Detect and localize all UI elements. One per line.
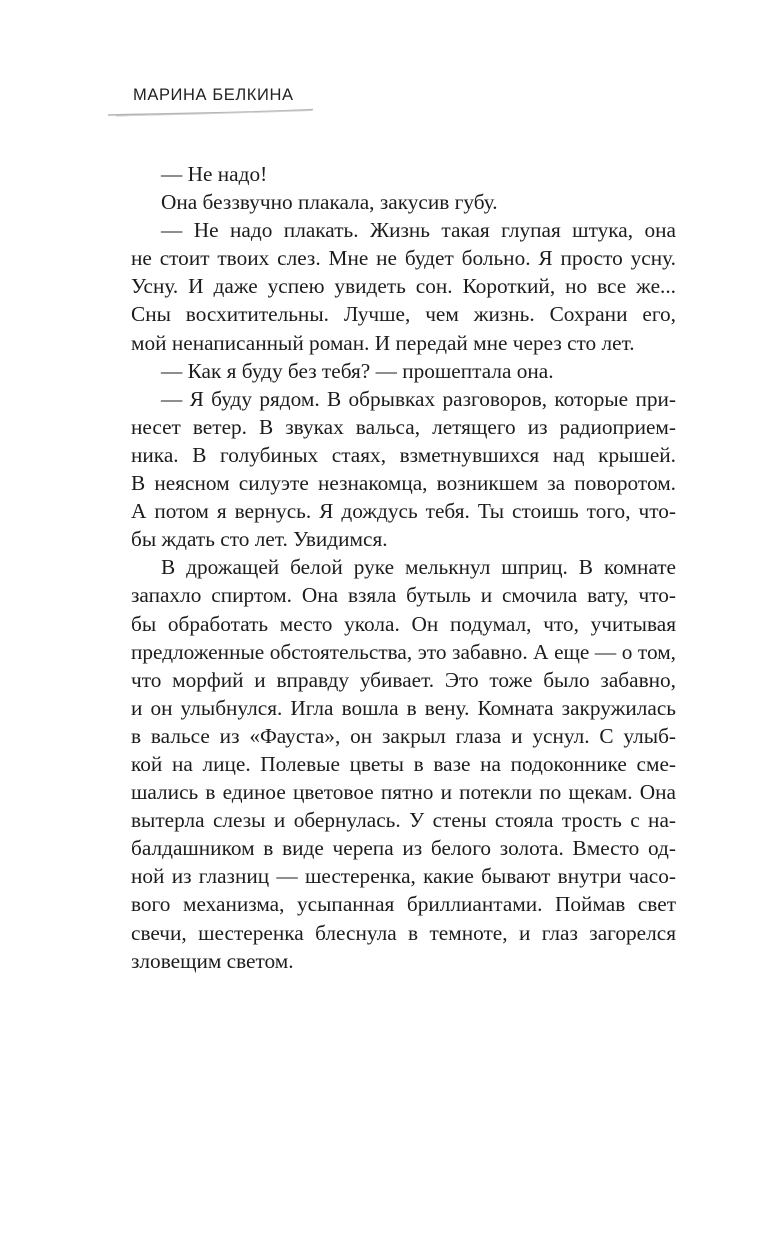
running-head-rule [108, 108, 313, 118]
text-line: Она беззвучно плакала, закусив губу. [161, 190, 498, 215]
text-line: предложенные обстоятельства, это забавно. А еще — о том, [131, 639, 676, 664]
body-text [131, 160, 676, 975]
text-line: и он улыбнулся. Игла вошла в вену. Комната закружилась [131, 695, 676, 720]
text-line: в вальсе из «Фауста», он закрыл глаза и уснул. С улыб- [131, 723, 676, 748]
text-line: В дрожащей белой руке мелькнул шприц. В комнате [161, 555, 676, 580]
text-line: вого механизма, усыпанная бриллиантами. Поймав свет [131, 892, 676, 917]
text-line: — Не надо! [161, 162, 268, 186]
text-line: вытерла слезы и обернулась. У стены стояла трость с на- [131, 808, 676, 833]
text-line: мой ненаписанный роман. И передай мне через сто лет. [131, 330, 635, 355]
text-line: ника. В голубиных стаях, взметнувшихся над крышей. [131, 442, 676, 467]
text-line: Усну. И даже успею увидеть сон. Короткий, но все же... [131, 274, 676, 299]
text-line: — Как я буду без тебя? — прошептала она. [161, 358, 554, 383]
text-line: зловещим светом. [131, 948, 294, 973]
text-line: балдашником в виде черепа из белого золота. Вместо од- [131, 836, 676, 861]
text-line: свечи, шестеренка блеснула в темноте, и глаз загорелся [131, 920, 676, 945]
text-line: кой на лице. Полевые цветы в вазе на подоконнике сме- [131, 751, 676, 776]
text-line: — Не надо плакать. Жизнь такая глупая штука, она [161, 218, 676, 243]
text-line: ной из глазниц — шестеренка, какие бывают внутри часо- [131, 864, 676, 889]
text-line: шались в единое цветовое пятно и потекли по щекам. Она [131, 780, 676, 805]
running-head-author: МАРИНА БЕЛКИНА [133, 86, 294, 104]
text-line: бы ждать сто лет. Увидимся. [131, 527, 388, 552]
text-line: запахло спиртом. Она взяла бутыль и смочила вату, что- [131, 583, 676, 608]
text-line: несет ветер. В звуках вальса, летящего из радиоприем- [131, 414, 676, 439]
text-line: что морфий и вправду убивает. Это тоже было забавно, [131, 667, 676, 692]
text-line: А потом я вернусь. Я дождусь тебя. Ты стоишь того, что- [131, 499, 676, 524]
text-line: не стоит твоих слез. Мне не будет больно. Я просто усну. [131, 246, 676, 271]
text-line: Сны восхитительны. Лучше, чем жизнь. Сохрани его, [131, 302, 676, 327]
text-line: бы обработать место укола. Он подумал, что, учитывая [131, 611, 676, 636]
text-line: В неясном силуэте незнакомца, возникшем за поворотом. [131, 471, 676, 496]
text-line: — Я буду рядом. В обрывках разговоров, которые при- [161, 386, 676, 411]
